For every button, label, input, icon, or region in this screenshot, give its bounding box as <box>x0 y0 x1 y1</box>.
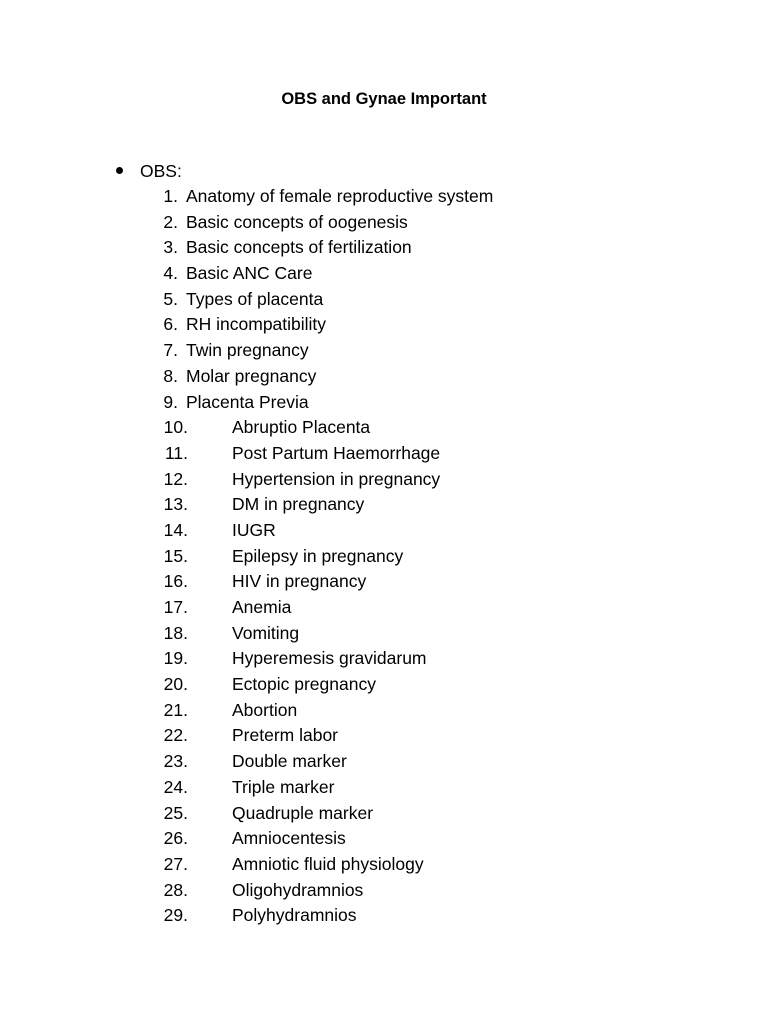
list-item <box>0 210 768 236</box>
list-item <box>0 312 768 338</box>
list-item <box>0 415 768 441</box>
list-item-number: 12. <box>163 468 188 489</box>
list-item-number: 15. <box>163 545 188 566</box>
list-item-number: 27. <box>163 853 188 874</box>
list-item-text: Double marker <box>232 751 347 772</box>
list-item-number: 11. <box>164 442 188 463</box>
list-item <box>0 878 768 904</box>
bullet-label: OBS: <box>140 161 182 181</box>
list-item-number: 29. <box>163 905 188 926</box>
list-item-text: Epilepsy in pregnancy <box>232 545 404 566</box>
bullet-icon <box>116 167 123 174</box>
list-item <box>0 544 768 570</box>
list-item-text: Abruptio Placenta <box>232 417 371 438</box>
list-item-text: Types of placenta <box>186 288 324 309</box>
list-item-number: 3. <box>163 237 178 258</box>
list-item-text: Post Partum Haemorrhage <box>232 442 441 463</box>
list-item <box>0 467 768 493</box>
list-item-text: Amniotic fluid physiology <box>232 853 424 874</box>
list-item <box>0 235 768 261</box>
list-item-number: 7. <box>163 340 178 361</box>
list-item-text: Hyperemesis gravidarum <box>232 648 427 669</box>
list-item-text: HIV in pregnancy <box>232 571 367 592</box>
list-item-number: 22. <box>163 725 188 746</box>
list-item-number: 28. <box>163 879 188 900</box>
list-item-text: DM in pregnancy <box>232 494 365 515</box>
list-item <box>0 852 768 878</box>
list-item <box>0 518 768 544</box>
list-item <box>0 646 768 672</box>
list-item-number: 18. <box>163 622 188 643</box>
list-item-number: 5. <box>163 288 178 309</box>
list-item-text: Preterm labor <box>232 725 339 746</box>
list-item <box>0 749 768 775</box>
list-item-text: Anatomy of female reproductive system <box>186 186 494 206</box>
list-item-number: 19. <box>163 648 188 669</box>
list-item <box>0 698 768 724</box>
list-item-text: Triple marker <box>232 776 335 797</box>
list-item-text: RH incompatibility <box>186 314 327 335</box>
list-item-number: 24. <box>163 776 188 797</box>
list-item-number: 1. <box>163 186 178 206</box>
list-item-number: 6. <box>163 314 178 335</box>
list-item <box>0 801 768 827</box>
list-item <box>0 569 768 595</box>
list-item-text: IUGR <box>232 519 276 540</box>
list-item-number: 13. <box>163 494 188 515</box>
list-item-text: Basic concepts of oogenesis <box>186 211 408 232</box>
list-item-number: 16. <box>163 571 188 592</box>
list-item-text: Basic concepts of fertilization <box>186 237 412 258</box>
list-item-text: Basic ANC Care <box>186 263 313 284</box>
list-item-number: 10. <box>163 417 188 438</box>
list-item-number: 20. <box>163 674 188 695</box>
topic-list <box>0 184 768 929</box>
list-item <box>0 723 768 749</box>
list-item-text: Anemia <box>232 597 292 617</box>
list-item <box>0 595 768 621</box>
list-item <box>0 672 768 698</box>
list-item <box>0 621 768 647</box>
list-item-text: Hypertension in pregnancy <box>232 468 441 489</box>
list-item-number: 23. <box>163 751 188 772</box>
list-item-number: 8. <box>163 365 178 386</box>
list-item-text: Placenta Previa <box>186 391 309 412</box>
list-item <box>0 338 768 364</box>
list-item-number: 2. <box>163 211 178 232</box>
list-item <box>0 441 768 467</box>
list-item-text: Abortion <box>232 699 298 720</box>
list-item <box>0 492 768 518</box>
list-item-number: 26. <box>163 828 188 849</box>
list-item <box>0 364 768 390</box>
list-item <box>0 287 768 313</box>
list-item-number: 9. <box>163 391 178 412</box>
list-item-text: Ectopic pregnancy <box>232 674 376 695</box>
list-item <box>0 261 768 287</box>
list-item-number: 14. <box>163 519 188 540</box>
list-item-text: Amniocentesis <box>232 828 346 849</box>
list-item-text: Twin pregnancy <box>186 340 309 361</box>
list-item-text: Molar pregnancy <box>186 365 317 386</box>
list-item <box>0 775 768 801</box>
list-item-number: 21. <box>163 699 188 720</box>
list-item-text: Vomiting <box>232 622 300 643</box>
list-item-text: Oligohydramnios <box>232 879 364 900</box>
page-title: OBS and Gynae Important <box>281 90 487 108</box>
list-item-number: 25. <box>163 802 188 823</box>
list-item-text: Polyhydramnios <box>232 905 357 926</box>
list-item-number: 17. <box>163 597 188 617</box>
list-item-text: Quadruple marker <box>232 802 374 823</box>
list-item-number: 4. <box>163 263 178 284</box>
list-item <box>0 903 768 929</box>
list-item <box>0 826 768 852</box>
list-item <box>0 184 768 210</box>
list-item <box>0 390 768 416</box>
